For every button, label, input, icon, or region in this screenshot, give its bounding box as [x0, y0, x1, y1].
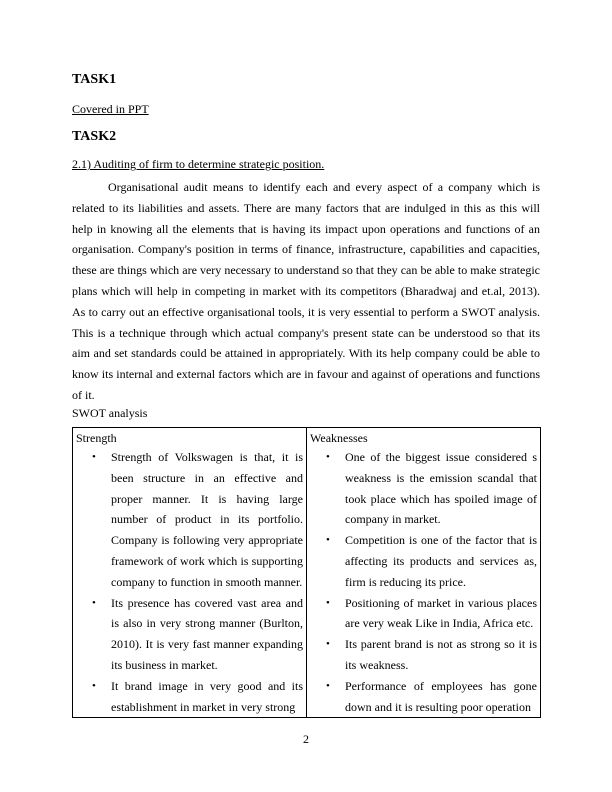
bullet-icon: • — [92, 596, 96, 609]
list-item: • One of the biggest issue considered s weakness is the emission scandal that took place which has spoiled image of company in market. — [310, 447, 537, 530]
bullet-icon: • — [326, 534, 330, 547]
page-number: 2 — [303, 732, 309, 746]
bullet-icon: • — [326, 638, 330, 651]
task1-heading: TASK1 — [72, 72, 117, 87]
strength-cell — [73, 428, 307, 718]
strength-list — [76, 447, 303, 717]
body-paragraph: Organisational audit means to identify each and every aspect of a company which is related to its liabilities and assets. There are many factors that are indulged in this as this will help in knowing all the elements that is having its impact upon operations and functions of an organisation. Company's position in terms of finance, infrastructure, capabilities and capacities, these are things which are very necessary to understand so that they can be able to make strategic plans which will help in competing in market with its competitors (Bharadwaj and et.al, 2013). As to carry out an effective organisational tools, it is very essential to perform a SWOT analysis. This is a technique through which actual company's present state can be understood so that its aim and set standards could be attained in appropriately. With its help company could be able to know its internal and external factors which are in favour and against of operations and functions of it. — [72, 180, 540, 402]
bullet-icon: • — [326, 596, 330, 609]
bullet-icon: • — [92, 679, 96, 692]
list-item: • Performance of employees has gone down and it is resulting poor operation — [310, 676, 537, 718]
swot-table — [72, 427, 541, 718]
bullet-icon: • — [92, 451, 96, 463]
strength-title: Strength — [76, 431, 117, 445]
list-item: • Positioning of market in various places are very weak Like in India, Africa etc. — [310, 593, 537, 635]
list-item: • Its presence has covered vast area and is also in very strong manner (Burlton, 2010). It is very fast manner expanding its business in market. — [76, 593, 303, 676]
list-item: • Strength of Volkswagen is that, it is been structure in an effective and proper manner. It is having large number of product in its portfolio. Company is following very appropriate framework of work which is supporting company to function in smooth manner. — [76, 447, 303, 593]
bullet-icon: • — [326, 451, 330, 463]
list-item: • Its parent brand is not as strong so it is its weakness. — [310, 634, 537, 676]
bullet-icon: • — [326, 679, 330, 692]
weaknesses-list — [310, 447, 537, 717]
task2-heading: TASK2 — [72, 129, 117, 144]
swot-caption: SWOT analysis — [72, 406, 148, 420]
task1-note: Covered in PPT — [72, 102, 149, 116]
weaknesses-cell — [307, 428, 541, 718]
section-subheading: 2.1) Auditing of firm to determine strategic position. — [72, 157, 325, 171]
weaknesses-title: Weaknesses — [310, 431, 368, 445]
list-item: • Competition is one of the factor that is affecting its products and services as, firm is reducing its price. — [310, 530, 537, 592]
list-item: • It brand image in very good and its establishment in market in very strong — [76, 676, 303, 718]
